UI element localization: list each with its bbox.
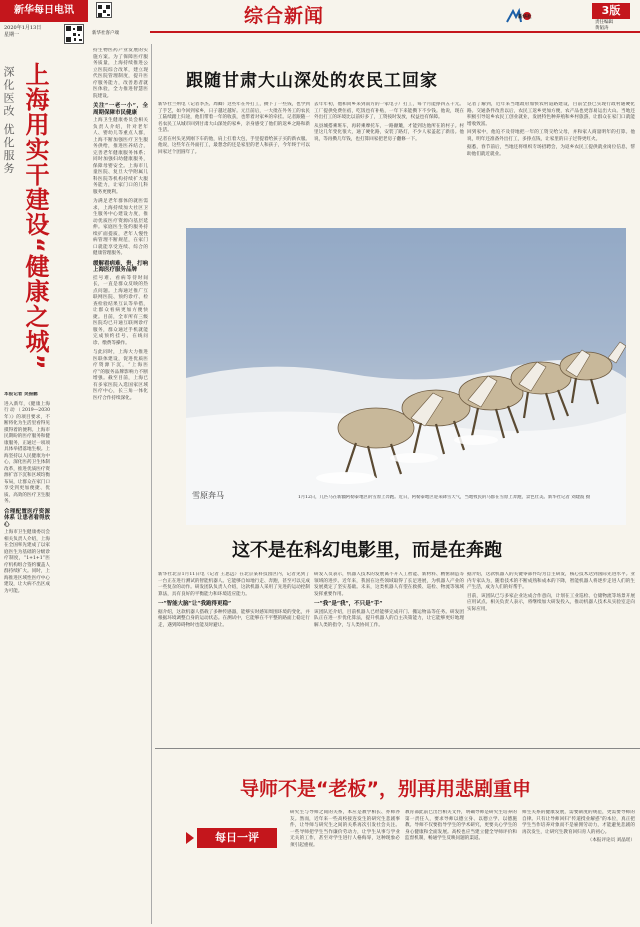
left-sub-2: 关注“一老一小”，全周期保障市民健康 <box>93 103 148 116</box>
top-col-2-text: 去年年初，他和同乡来到南方的一家电子厂打工，每个月能挣四五千元。工厂提供免费住宿，吃饭也有补贴，一年下来能攒下不少钱。他说，现在外出打工的环境比以前好多了，工资按时发放，权益也有保障。 <box>314 102 464 120</box>
qr-label: 新华社客户端 <box>92 31 119 36</box>
qr-block <box>90 0 140 36</box>
bottom-rule <box>155 748 640 749</box>
page-number: 3版 <box>592 3 630 19</box>
mid-col-3-text: 据介绍，这款机器人的关键零部件均为自主研发，核心技术达到国际先进水平。业内专家认为，随着技术的不断成熟和成本的下降，智能机器人将逐步走进人们的生产生活，成为人们的好帮手。 <box>467 572 635 590</box>
bottom-byline: （本报评论员 刘晶瑶） <box>587 838 635 843</box>
bottom-col-3 <box>522 810 635 922</box>
comment-tag-text: 每日一评 <box>215 831 259 844</box>
left-col-3-text: 挂号难、看病等待时间长，一直是群众反映的热点问题。上海通过推广互联网医院、预约诊疗、检查检验结果互认等举措，让群众看病更加方便快捷。目前，全市所有三级医院均已开通互联网诊疗服务，群众通过手机就能完成预约挂号、在线问诊、缴费等操作。 <box>93 275 148 346</box>
mid-sub-2: 一“我”是“我”，不只是“手” <box>314 601 383 607</box>
top-col-3c-text: 据悉，春节前后，当地还将组织专场招聘会，为返乡农民工提供就业岗位信息，帮助他们就近就业。 <box>467 145 635 157</box>
quote-mark-icon <box>185 830 195 846</box>
top-col-2 <box>314 102 464 224</box>
news-photo <box>186 228 626 525</box>
left-col-2b-text: 上海卫生健康委员会相关负责人介绍，针对老年人、婴幼儿等重点人群，上海不断加强医疗卫生服务供给，推进医养结合，完善老年健康服务体系；同时加强妇幼健康服务，保障母婴安全。上海市儿童医院、复旦大学附属儿科医院等机构持续扩大服务能力，让家门口的儿科服务更便利。 <box>93 118 148 195</box>
top-col-3 <box>467 102 635 224</box>
left-sub-3: 缓解看病难，贵，打响上海医疗服务品牌 <box>93 260 148 273</box>
editor-label: 责任编辑 <box>595 20 613 25</box>
section-title: 综合新闻 <box>244 5 325 27</box>
editor-block <box>595 20 613 31</box>
left-byline: 本报记者 吴振鹏 <box>4 392 38 397</box>
left-headline: 上海用实干建设“健康之城” <box>21 62 49 371</box>
qr-code-icon <box>65 25 83 43</box>
issue-date-block <box>4 25 41 39</box>
left-col-1b-text: 上海市卫生健康委员会相关负责人介绍，上海在全国率先建成了以家庭医生为基础的分级诊疗制度，“1+1+1”医疗机构组合签约覆盖人群持续扩大。同时，上海推进区域性医疗中心建设，让大病不出区成为可能。 <box>4 530 50 594</box>
editor-name: 黄韬涛 <box>595 25 609 31</box>
left-col-1-text: 进入新年，《健康上海行动（2019—2030年）》的项目要求，不断将化为生活里看得见摸得着的便利。上海市民期盼的医疗服务和健康服务，正通过一项项具体举措落地生根。上海坚持以人民健康为中心，深化医药卫生体制改革，推进优质医疗资源扩容下沉和区域均衡布局，让群众在家门口享受到更加便捷、优质、高效的医疗卫生服务。 <box>4 401 50 504</box>
top-col-3-text: 记者了解到，近年来当地政府加快农村道路建设，目前全县已实现行政村通硬化路。交通条件改善以后，农民工返乡更加方便，农产品也更容易运出大山。当地还积极引导返乡农民工创业就业，发展特色种养殖和乡村旅游，让群众在家门口就能增收致富。 <box>467 102 635 127</box>
mid-col-2-text: 研发人员表示，机器人技术的发展离不开人工智能、新材料、精密制造等领域的进步。近年来，我国在这些领域取得了长足进展，为机器人产业的发展奠定了坚实基础。未来，这类机器人有望在救援、巡检、物流等领域发挥重要作用。 <box>314 572 464 597</box>
logo-text: 新华社 <box>518 15 532 20</box>
photo-caption: 1月12日，几匹马在新疆阿勒泰地区的雪原上奔跑。近日，阿勒泰地区迎来降雪天气，当地牧民的马群在雪原上奔跑，景色壮美。新华社记者 刘建波 摄 <box>298 495 591 500</box>
qr-code-icon <box>97 4 111 18</box>
mid-col-1 <box>158 572 310 742</box>
top-col-1 <box>158 102 310 224</box>
bottom-col-2: 教育部此前已出台相关文件，明确导师是研究生培养的第一责任人，要求导师以德立身、以德立学、以德施教。导师不仅要指导学生的学术研究，更要关心学生的身心健康和全面发展。高校也应当建立健全导师评价和监督机制，畅通学生反映问题的渠道。 <box>405 810 517 841</box>
left-col-2-text: 持生物医药产业发展的实施方案。为了保障医疗服务质量，上海持续推进公立医院综合改革，建立现代医院管理制度，提升医疗服务能力，改善患者就医体验，全力推进智慧医院建设。 <box>93 48 148 99</box>
top-col-1-text: 新华社兰州电（记者李杰、周卿）这些年在外打工，攒下了一些钱，也学到了手艺，如今回到家乡，日子越过越好。元旦前后，一大批在外务工的农民工陆续踏上归途，他们带着一年的收获，也带着对家乡的牵挂。记者跟随一名农民工从城市回到甘肃大山深处的家乡，亲身感受了他们的返乡之路和新生活。 <box>158 102 310 133</box>
left-col-2c-text: 为满足老年群体的就医需求，上海持续加大社区卫生服务中心建设力度，推动优质医疗资源向基层延伸。家庭医生签约服务持续扩面提质，老年人慢性病管理不断规范，在家门口就能享受连续、综合的健康管理服务。 <box>93 199 148 256</box>
comment-tag-mark <box>185 830 195 846</box>
mid-col-1b-text: 据介绍，这款机器人搭载了多种传感器，能够实时感知周围环境的变化，并根据环境调整自身的运动状态。在测试中，它能够在不平整的路面上稳定行走，遇到障碍物时也能及时避让。 <box>158 609 310 628</box>
masthead-brand-block <box>0 0 88 22</box>
left-divider <box>151 44 152 924</box>
left-kicker: 深化医改 优化服务 <box>2 66 15 176</box>
left-col-2 <box>93 48 148 923</box>
horses-image <box>186 228 626 525</box>
top-col-1b-text: 记者在村头见到刚下车的他，肩上扛着大包，手里提着给孩子买的新衣服。他说，这些年在外面打工，最想念的还是家里的老人和孩子，今年终于可以回家过个团圆年了。 <box>158 136 310 155</box>
left-article <box>0 44 150 927</box>
mid-col-3b-text: 目前，该团队已与多家企业达成合作意向，计划在工业巡检、仓储物流等场景开展应用试点。相关负责人表示，将继续加大研发投入，推动机器人技术从实验室走向实际应用。 <box>467 593 635 612</box>
comment-tag <box>197 828 277 848</box>
issue-weekday: 星期一 <box>4 32 20 38</box>
mid-headline: 这不是在科幻电影里，而是在奔跑 <box>232 540 502 561</box>
bottom-col-3-text: 师生关系的健康发展，需要制度的规范，更需要导师的自律。只有让导师回归“传道授业解惑”的本位，真正把学生当作培养对象而不是雇佣劳动力，才能避免悲剧的再次发生，让研究生教育回归育人的初心。 <box>522 810 635 835</box>
left-col-3b-text: 与此同时，上海大力推进医联体建设，促进优质医疗资源下沉，“上海医疗”的服务品牌影响力不断增强。截至目前，上海已有多家医院入选国家区域医疗中心，长三角一体化医疗合作持续深化。 <box>93 350 148 401</box>
left-sub-1: 合理配置医疗资源体系 让患者看得放心 <box>4 508 50 528</box>
bottom-col-1: 研究生与导师之间的关系，本应是教学相长、亦师亦友。然而，近年来一些高校接连发生的研究生悲剧事件，让导师与研究生之间的关系再次引发社会关注。一些导师把学生当作廉价劳动力，让学生从事与学业无关的工作，甚至对学生进行人格侮辱，这种现象必须引起重视。 <box>290 810 400 848</box>
mid-sub-1: 一“智能大脑”让“我跑得更稳” <box>158 601 232 607</box>
issue-date: 2020年1月13日 <box>4 25 42 31</box>
top-col-2b-text: 从县城搭乘班车，再转乘摩托车，一路颠簸，才能到达他所在的村子。村里这几年变化很大，通了硬化路，安装了路灯，不少人家盖起了新房。他说，等再攒几年钱，也打算回家把老房子翻修一下。 <box>314 123 464 142</box>
qr-code[interactable] <box>64 24 84 44</box>
left-col-1 <box>4 392 50 922</box>
qr-code-2[interactable] <box>96 2 112 18</box>
bottom-headline: 导师不是“老板”，别再用悲剧重申 <box>240 778 531 800</box>
header-rule <box>150 31 640 33</box>
top-headline: 跟随甘肃大山深处的农民工回家 <box>186 71 438 91</box>
photo-label: 雪原奔马 <box>192 491 224 500</box>
mid-col-1-text: 新华社北京1月11日电（记者 王思远）在北京某科技园区内，记者见到了一台正在进行测试的智能机器人。它能够自如地行走、奔跑，甚至可以完成一些复杂的动作。研发团队负责人介绍，这款机器人采用了先进的运动控制算法，具有良好的平衡能力和环境适应能力。 <box>158 572 310 597</box>
brand-title: 新华每日电讯 <box>14 5 74 16</box>
mid-col-2 <box>314 572 464 742</box>
mid-col-3 <box>467 572 635 742</box>
top-col-3b-text: 回到家中，他迫不及待地把一年的工资交给父母，并和家人商量明年的打算。他说，明年还准备外出打工，多挣点钱，让家里的日子过得更红火。 <box>467 130 635 142</box>
mid-col-2b-text: 该团队还介绍，目前机器人已经能够完成开门、搬运物品等任务。研发团队正在进一步优化算法，提升机器人的自主决策能力，让它能够更好地理解人类的指令，与人类协同工作。 <box>314 609 464 628</box>
